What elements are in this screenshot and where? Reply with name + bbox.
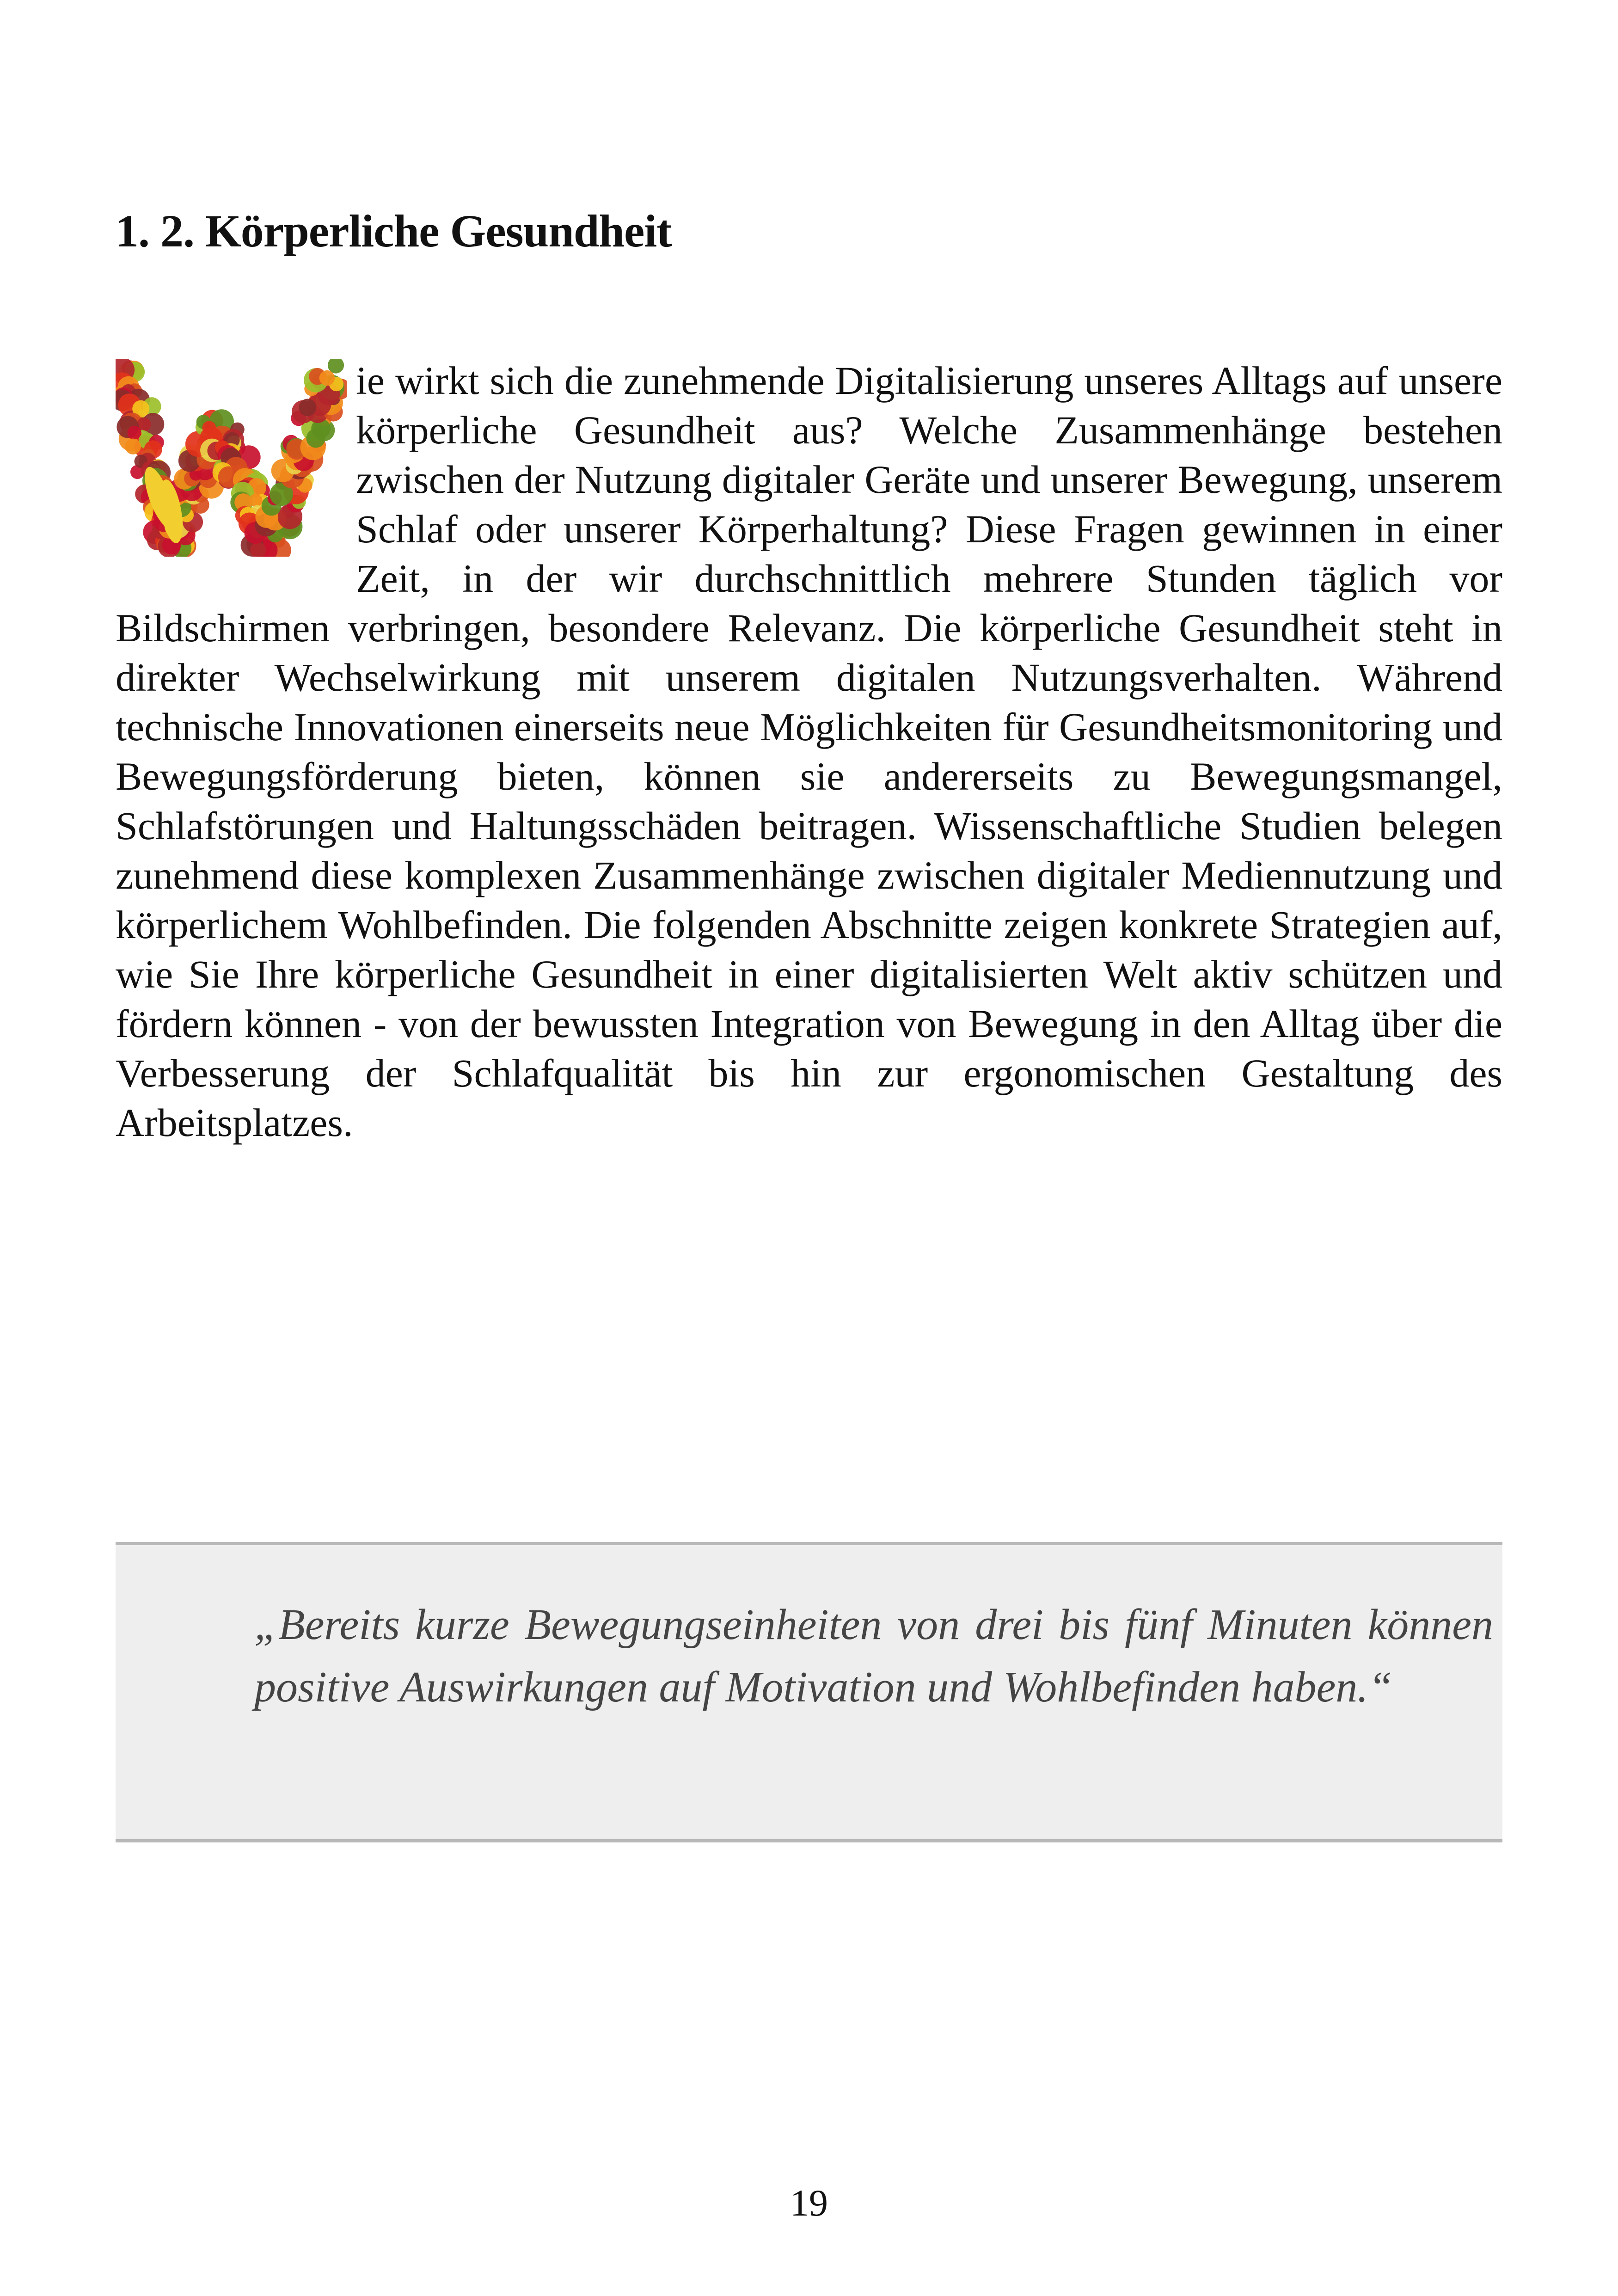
quote-box	[116, 1542, 1502, 1842]
body-text: ie wirkt sich die zunehmende Digitalisierung unseres Alltags auf unsere körperliche Gesundheit aus? Welche Zusammenhänge bestehen zwischen der Nutzung digitaler Geräte und unserer Bewegung, unserem Schlaf oder unserer Körperhaltung? Diese Fragen gewinnen in einer Zeit, in der wir durchschnittlich mehrere Stunden täglich vor Bildschirmen verbringen, besondere Relevanz. Die körperliche Gesundheit steht in direkter Wechselwirkung mit unserem digitalen Nutzungsverhalten. Während technische Innovationen einerseits neue Möglichkeiten für Gesundheitsmonitoring und Bewegungsförderung bieten, können sie andererseits zu Bewegungsmangel, Schlafstörungen und Haltungsschäden beitragen. Wissenschaftliche Studien belegen zunehmend diese komplexen Zusammenhänge zwischen digitaler Mediennutzung und körperlichem Wohlbefinden. Die folgenden Abschnitte zeigen konkrete Strategien auf, wie Sie Ihre körperliche Gesundheit in einer digitalisierten Welt aktiv schützen und fördern können - von der bewussten Integration von Bewegung in den Alltag über die Verbesserung der Schlafqualität bis hin zur ergonomischen Gestaltung des Arbeitsplatzes.	[116, 358, 1502, 1145]
section-heading: 1. 2. Körperliche Gesundheit	[116, 205, 672, 257]
dropcap-fruit-w-icon	[116, 359, 347, 557]
quote-text: „Bereits kurze Bewegungseinheiten von drei bis fünf Minuten können positive Auswirkungen auf Motivation und Wohlbefinden haben.“	[254, 1601, 1493, 1711]
page-number: 19	[790, 2182, 828, 2224]
body-paragraph	[116, 356, 1502, 1148]
